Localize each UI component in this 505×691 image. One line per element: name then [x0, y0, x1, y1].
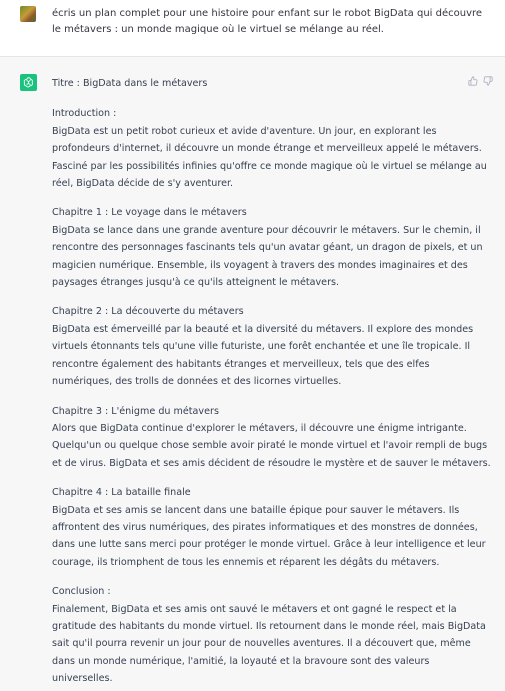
- section-heading: Conclusion :: [52, 586, 111, 598]
- section-body: BigData est un petit robot curieux et avide d'aventure. Un jour, en explorant les profondeurs d'internet, il découvre un monde étrange et merveilleux appelé le métavers. Fasciné par les possibilités infinies qu'offre ce monde magique où le virtuel se mélange au réel, BigData décide de s'y aventurer.: [52, 125, 487, 190]
- section-chapter-3: [52, 403, 492, 473]
- assistant-message-text: [52, 75, 492, 688]
- section-body: BigData est émerveillé par la beauté et la diversité du métavers. Il explore des mondes virtuels étonnants tels qu'une ville futuriste, une forêt enchantée et une île tropicale. Il rencontre également des habitants étranges et merveilleux, tels que des elfes numériques, des trolls de données et des licornes virtuelles.: [52, 323, 474, 388]
- section-heading: Chapitre 3 : L'énigme du métavers: [52, 405, 219, 417]
- section-introduction: [52, 105, 492, 192]
- section-heading: Introduction :: [52, 108, 117, 120]
- user-avatar: [20, 6, 36, 22]
- story-title: Titre : BigData dans le métavers: [52, 78, 208, 89]
- section-chapter-4: [52, 484, 492, 571]
- section-chapter-1: [52, 204, 492, 291]
- section-conclusion: [52, 583, 492, 687]
- section-heading: Chapitre 2 : La découverte du métavers: [52, 306, 244, 318]
- user-message-row: [0, 0, 505, 57]
- section-body: Finalement, BigData et ses amis ont sauvé le métavers et ont gagné le respect et la gratitude des habitants du monde virtuel. Ils retournent dans le monde réel, mais BigData sait qu'il pourra revenir un jour pour de nouvelles aventures. Il a découvert que, même dans un monde numérique, l'amitié, la loyauté et la bravoure sont des valeurs universelles.: [52, 603, 486, 685]
- section-body: BigData et ses amis se lancent dans une bataille épique pour sauver le métavers. Ils affrontent des virus numériques, des pirates informatiques et des monstres de données, dans une lutte sans merci pour protéger le monde virtuel. Grâce à leur intelligence et leur courage, ils triomphent de tous les ennemis et réparent les dégâts du métavers.: [52, 504, 486, 568]
- section-body: BigData se lance dans une grande aventure pour découvrir le métavers. Sur le chemin, il rencontre des personnages fascinants tels qu'un avatar géant, un dragon de pixels, et un magicien numérique. Ensemble, ils voyagent à travers des mondes imaginaires et des paysages étranges jusqu'à ce qu'ils atteignent le métavers.: [52, 224, 483, 289]
- section-heading: Chapitre 1 : Le voyage dans le métavers: [52, 207, 247, 219]
- user-message-text: écris un plan complet pour une histoire pour enfant sur le robot BigData qui découvre le métavers : un monde magique où le virtuel se mélange au réel.: [52, 8, 483, 35]
- section-chapter-2: [52, 303, 492, 390]
- assistant-message-row: [0, 57, 505, 691]
- section-body: Alors que BigData continue d'explorer le métavers, il découvre une énigme intrigante. Quelqu'un ou quelque chose semble avoir piraté le monde virtuel et l'avoir rempli de bugs et de virus. BigData et ses amis décident de résoudre le mystère et de sauver le métavers.: [52, 422, 491, 469]
- section-heading: Chapitre 4 : La bataille finale: [52, 487, 191, 499]
- openai-logo-icon: [20, 74, 37, 91]
